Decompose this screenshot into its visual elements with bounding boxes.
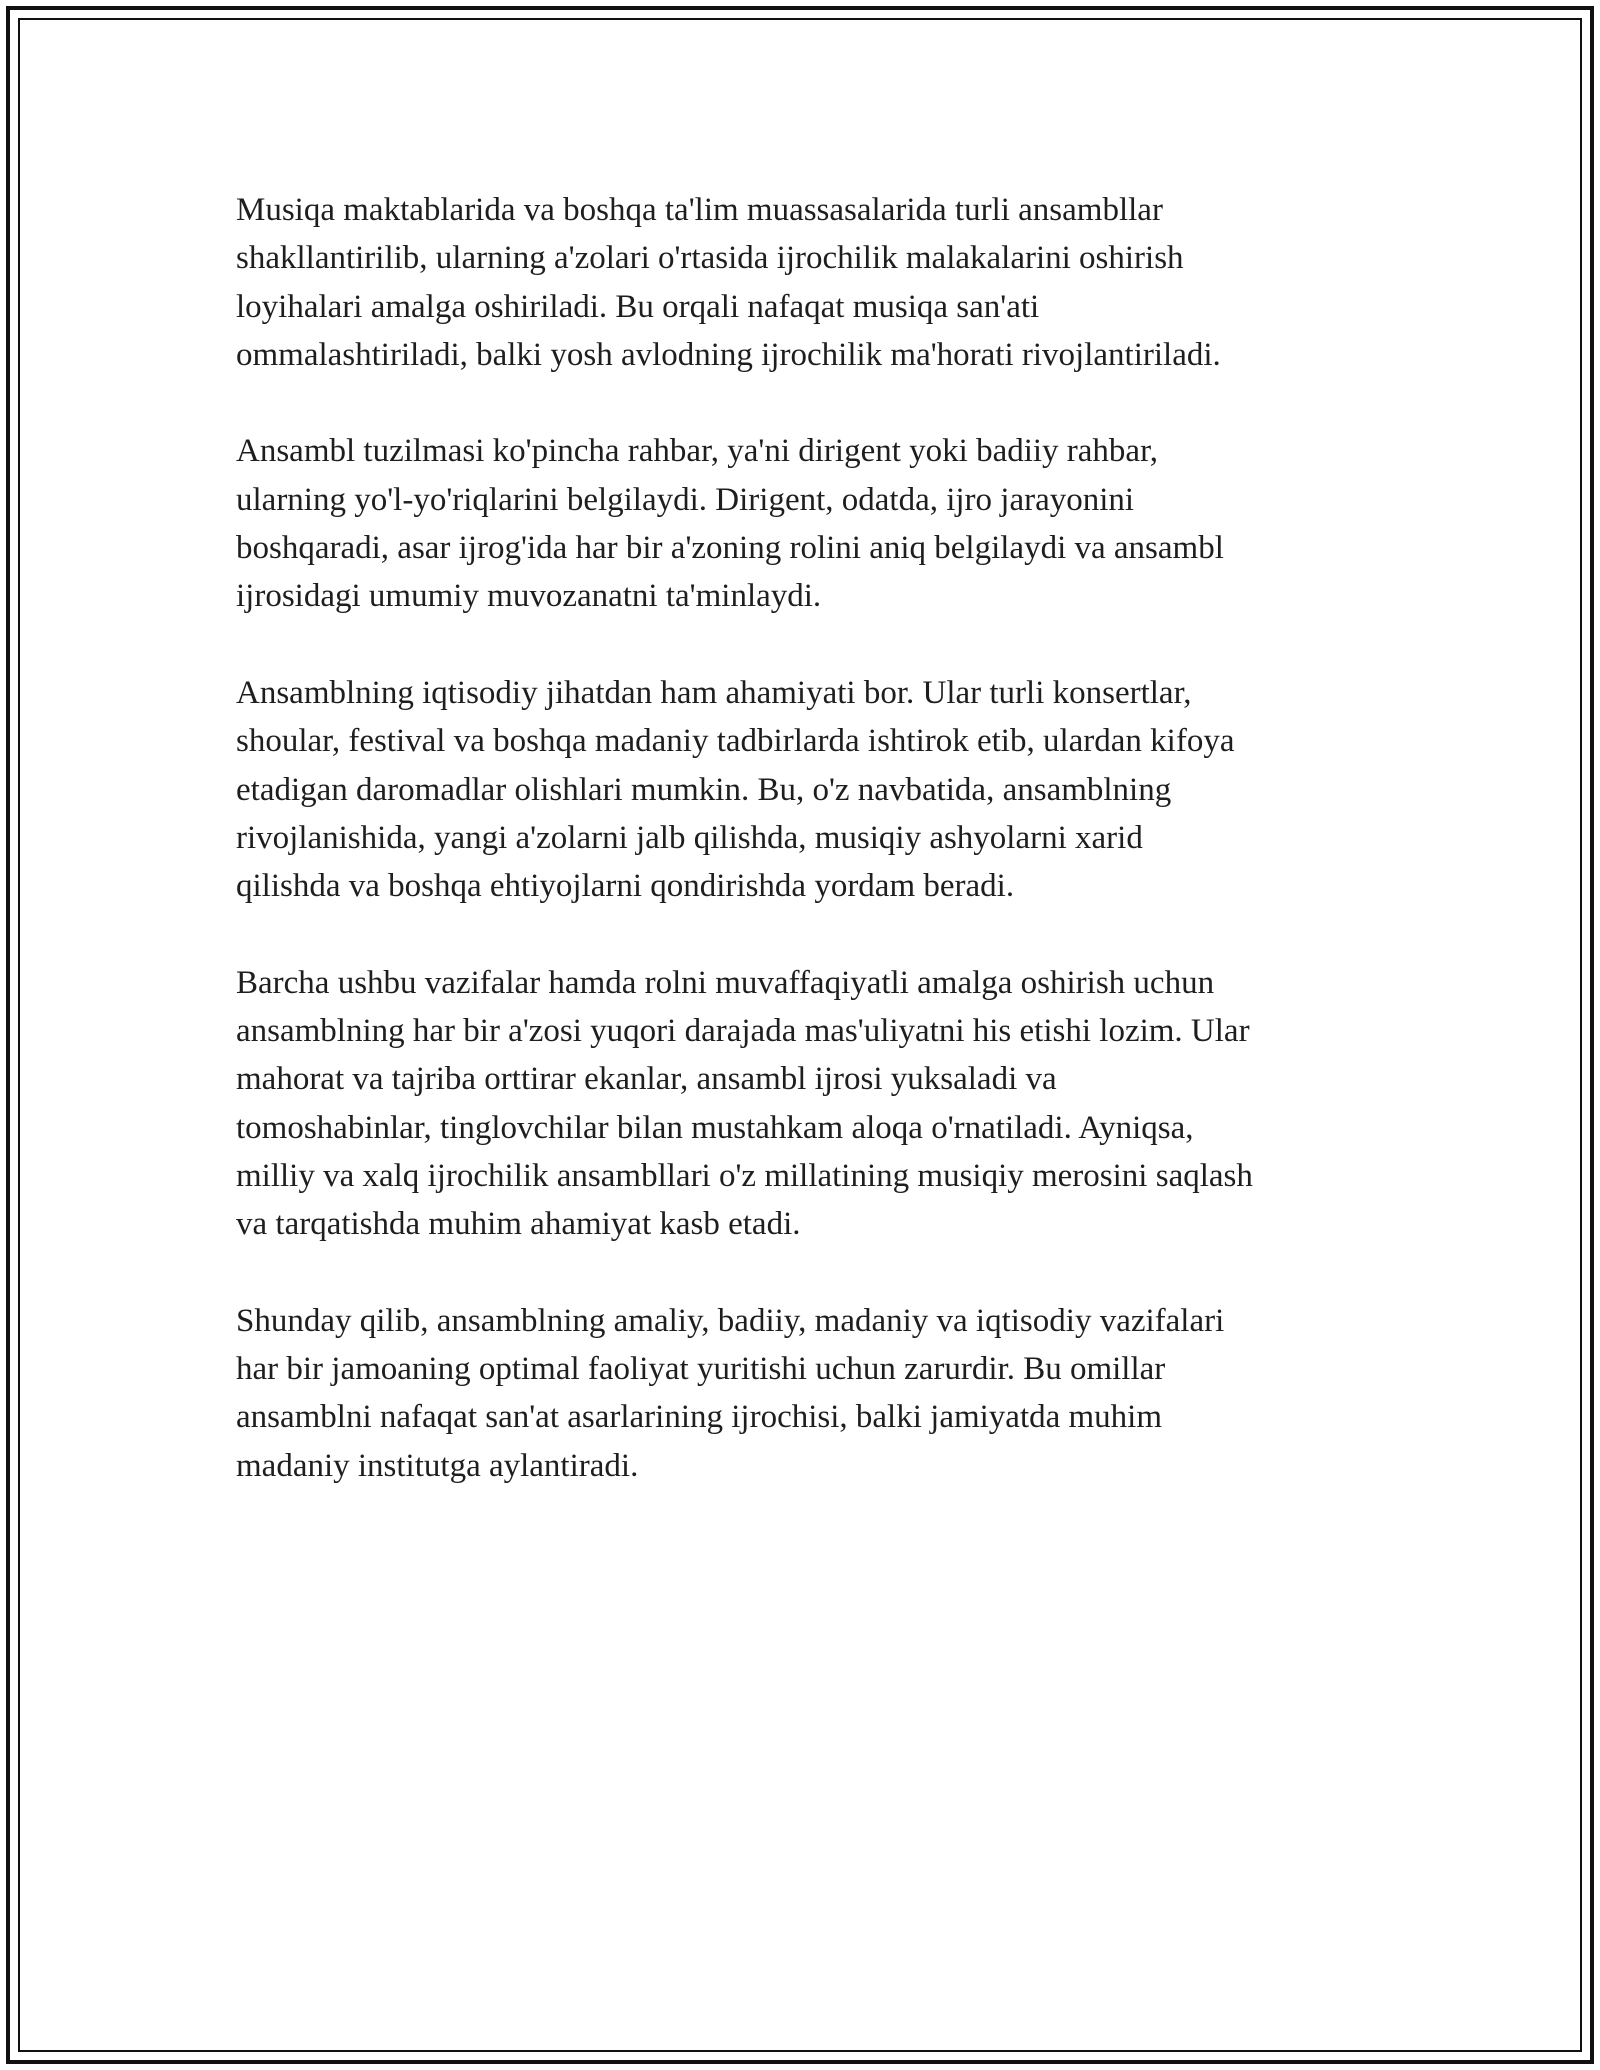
paragraph-5: Shunday qilib, ansamblning amaliy, badiiy, madaniy va iqtisodiy vazifalari har bir jamoaning optimal faoliyat yuritishi uchun zarurdir. Bu omillar ansamblni nafaqat san'at asarlarining ijrochisi, balki jamiyatda muhim madaniy institutga aylantiradi. [236, 1302, 1225, 1484]
paragraph-3: Ansamblning iqtisodiy jihatdan ham ahamiyati bor. Ular turli konsertlar, shoular, festival va boshqa madaniy tadbirlarda ishtirok etib, ulardan kifoya etadigan daromadlar olishlari mumkin. Bu, o'z navbatida, ansamblning rivojlanishida, yangi a'zolarni jalb qilishda, musiqiy ashyolarni xarid qilishda va boshqa ehtiyojlarni qondirishda yordam beradi. [236, 674, 1235, 905]
document-body [236, 186, 1386, 1538]
paragraph-1: Musiqa maktablarida va boshqa ta'lim muassasalarida turli ansambllar shakllantirilib, ularning a'zolari o'rtasida ijrochilik malakalarini oshirish loyihalari amalga oshiriladi. Bu orqali nafaqat musiqa san'ati ommalashtiriladi, balki yosh avlodning ijrochilik ma'horati rivojlantiriladi. [236, 192, 1221, 373]
paragraph-2: Ansambl tuzilmasi ko'pincha rahbar, ya'ni dirigent yoki badiiy rahbar, ularning yo'l-yo'riqlarini belgilaydi. Dirigent, odatda, ijro jarayonini boshqaradi, asar ijrog'ida har bir a'zoning rolini aniq belgilaydi va ansambl ijrosidagi umumiy muvozanatni ta'minlaydi. [236, 433, 1224, 615]
paragraph-4: Barcha ushbu vazifalar hamda rolni muvaffaqiyatli amalga oshirish uchun ansamblning har bir a'zosi yuqori darajada mas'uliyatni his etishi lozim. Ular mahorat va tajriba orttirar ekanlar, ansambl ijrosi yuksaladi va tomoshabinlar, tinglovchilar bilan mustahkam aloqa o'rnatiladi. Ayniqsa, milliy va xalq ijrochilik ansambllari o'z millatining musiqiy merosini saqlash va tarqatishda muhim ahamiyat kasb etadi. [236, 964, 1253, 1243]
